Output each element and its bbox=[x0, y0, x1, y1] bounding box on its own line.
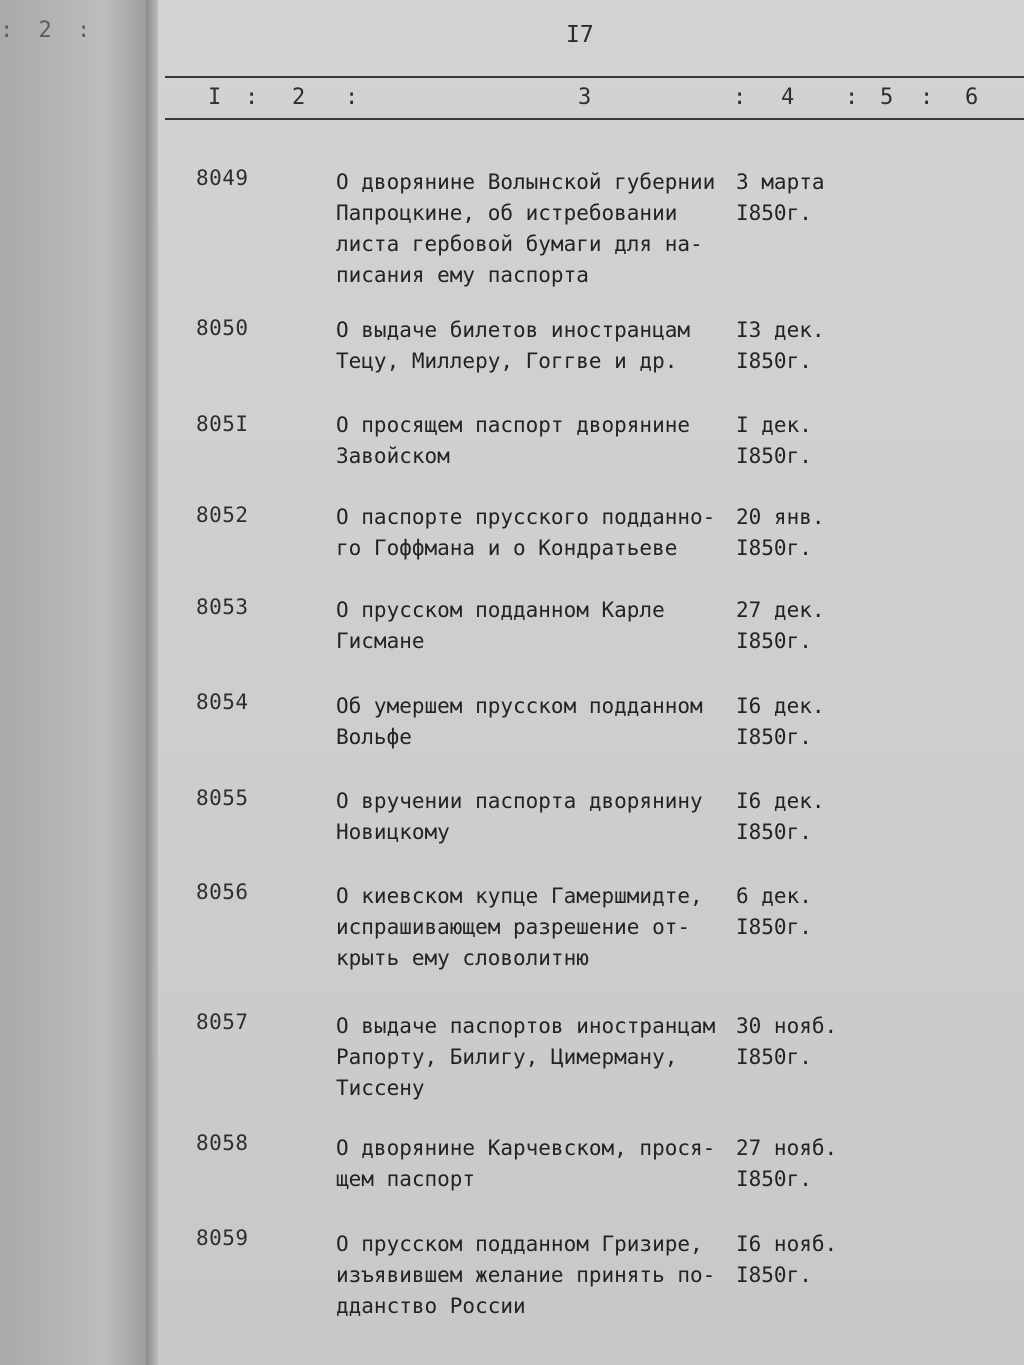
date-year: I850г. bbox=[736, 1167, 812, 1191]
description-line: писания ему паспорта bbox=[336, 263, 589, 287]
entry-date bbox=[736, 315, 846, 377]
date-year: I850г. bbox=[736, 820, 812, 844]
date-year: I850г. bbox=[736, 629, 812, 653]
entry-description bbox=[336, 1133, 736, 1195]
left-page-header-fragment: : 2 : bbox=[0, 18, 97, 43]
description-line: Тиссену bbox=[336, 1076, 425, 1100]
description-line: го Гоффмана и о Кондратьеве bbox=[336, 536, 678, 560]
description-line: Гисмане bbox=[336, 629, 425, 653]
description-line: Об умершем прусском подданном bbox=[336, 694, 703, 718]
date-year: I850г. bbox=[736, 444, 812, 468]
entry-number: 8053 bbox=[196, 595, 249, 619]
date-day-month: 6 дек. bbox=[736, 884, 812, 908]
entry-date bbox=[736, 1229, 846, 1291]
entry-date bbox=[736, 410, 846, 472]
entry-number: 8055 bbox=[196, 786, 249, 810]
description-line: Тецу, Миллеру, Гоггве и др. bbox=[336, 349, 678, 373]
entry-number: 8059 bbox=[196, 1226, 249, 1250]
description-line: Рапорту, Билигу, Цимерману, bbox=[336, 1045, 678, 1069]
entry-description bbox=[336, 167, 736, 291]
date-day-month: I6 дек. bbox=[736, 789, 825, 813]
entry-description bbox=[336, 595, 736, 657]
description-line: Папроцкине, об истребовании bbox=[336, 201, 678, 225]
entry-description bbox=[336, 881, 736, 974]
column-separator: : bbox=[845, 85, 859, 110]
entry-description bbox=[336, 502, 736, 564]
description-line: О просящем паспорт дворянине bbox=[336, 413, 691, 437]
description-line: О паспорте прусского подданно- bbox=[336, 505, 716, 529]
description-line: крыть ему словолитню bbox=[336, 946, 589, 970]
entry-number: 8054 bbox=[196, 690, 249, 714]
description-line: дданство России bbox=[336, 1294, 526, 1318]
entry-date bbox=[736, 786, 846, 848]
entry-number: 805I bbox=[196, 412, 249, 436]
date-year: I850г. bbox=[736, 536, 812, 560]
column-header-3: 3 bbox=[578, 85, 592, 110]
description-line: испрашивающем разрешение от- bbox=[336, 915, 691, 939]
entry-description bbox=[336, 315, 736, 377]
entry-number: 8052 bbox=[196, 503, 249, 527]
entry-description bbox=[336, 691, 736, 753]
entry-description bbox=[336, 1229, 736, 1322]
entry-description bbox=[336, 410, 736, 472]
entry-date bbox=[736, 167, 846, 229]
entry-date bbox=[736, 595, 846, 657]
date-year: I850г. bbox=[736, 201, 812, 225]
entry-description bbox=[336, 786, 736, 848]
entry-number: 8056 bbox=[196, 880, 249, 904]
column-separator: : bbox=[733, 85, 747, 110]
description-line: О вручении паспорта дворянину bbox=[336, 789, 703, 813]
column-header-1: I bbox=[208, 85, 222, 110]
entry-number: 8058 bbox=[196, 1131, 249, 1155]
date-day-month: I6 нояб. bbox=[736, 1232, 838, 1256]
entry-number: 8049 bbox=[196, 166, 249, 190]
date-day-month: 27 нояб. bbox=[736, 1136, 838, 1160]
column-header-5: 5 bbox=[880, 85, 894, 110]
column-separator: : bbox=[920, 85, 934, 110]
description-line: изъявившем желание принять по- bbox=[336, 1263, 716, 1287]
description-line: О дворянине Волынской губернии bbox=[336, 170, 716, 194]
description-line: Новицкому bbox=[336, 820, 450, 844]
column-separator: : bbox=[245, 85, 259, 110]
date-day-month: 30 нояб. bbox=[736, 1014, 838, 1038]
date-day-month: 3 марта bbox=[736, 170, 825, 194]
entry-date bbox=[736, 1133, 846, 1195]
entry-date bbox=[736, 502, 846, 564]
header-rule-top bbox=[165, 76, 1024, 78]
column-header-6: 6 bbox=[965, 85, 979, 110]
column-header-2: 2 bbox=[292, 85, 306, 110]
entry-date bbox=[736, 1011, 846, 1073]
column-header-4: 4 bbox=[781, 85, 795, 110]
description-line: Завойском bbox=[336, 444, 450, 468]
date-day-month: 27 дек. bbox=[736, 598, 825, 622]
description-line: О киевском купце Гамершмидте, bbox=[336, 884, 703, 908]
date-year: I850г. bbox=[736, 725, 812, 749]
description-line: листа гербовой бумаги для на- bbox=[336, 232, 703, 256]
date-day-month: I6 дек. bbox=[736, 694, 825, 718]
entry-number: 8050 bbox=[196, 316, 249, 340]
description-line: О выдаче паспортов иностранцам bbox=[336, 1014, 716, 1038]
date-year: I850г. bbox=[736, 1045, 812, 1069]
description-line: щем паспорт bbox=[336, 1167, 476, 1191]
date-day-month: I3 дек. bbox=[736, 318, 825, 342]
date-day-month: I дек. bbox=[736, 413, 812, 437]
date-day-month: 20 янв. bbox=[736, 505, 825, 529]
date-year: I850г. bbox=[736, 1263, 812, 1287]
description-line: О прусском подданном Карле bbox=[336, 598, 665, 622]
description-line: Вольфе bbox=[336, 725, 412, 749]
entry-description bbox=[336, 1011, 736, 1104]
header-rule-bottom bbox=[165, 118, 1024, 120]
description-line: О выдаче билетов иностранцам bbox=[336, 318, 691, 342]
column-separator: : bbox=[345, 85, 359, 110]
date-year: I850г. bbox=[736, 915, 812, 939]
entry-number: 8057 bbox=[196, 1010, 249, 1034]
date-year: I850г. bbox=[736, 349, 812, 373]
entry-date bbox=[736, 691, 846, 753]
entry-date bbox=[736, 881, 846, 943]
description-line: О дворянине Карчевском, прося- bbox=[336, 1136, 716, 1160]
page-number: I7 bbox=[566, 22, 594, 48]
description-line: О прусском подданном Гризире, bbox=[336, 1232, 703, 1256]
left-page bbox=[0, 0, 150, 1365]
